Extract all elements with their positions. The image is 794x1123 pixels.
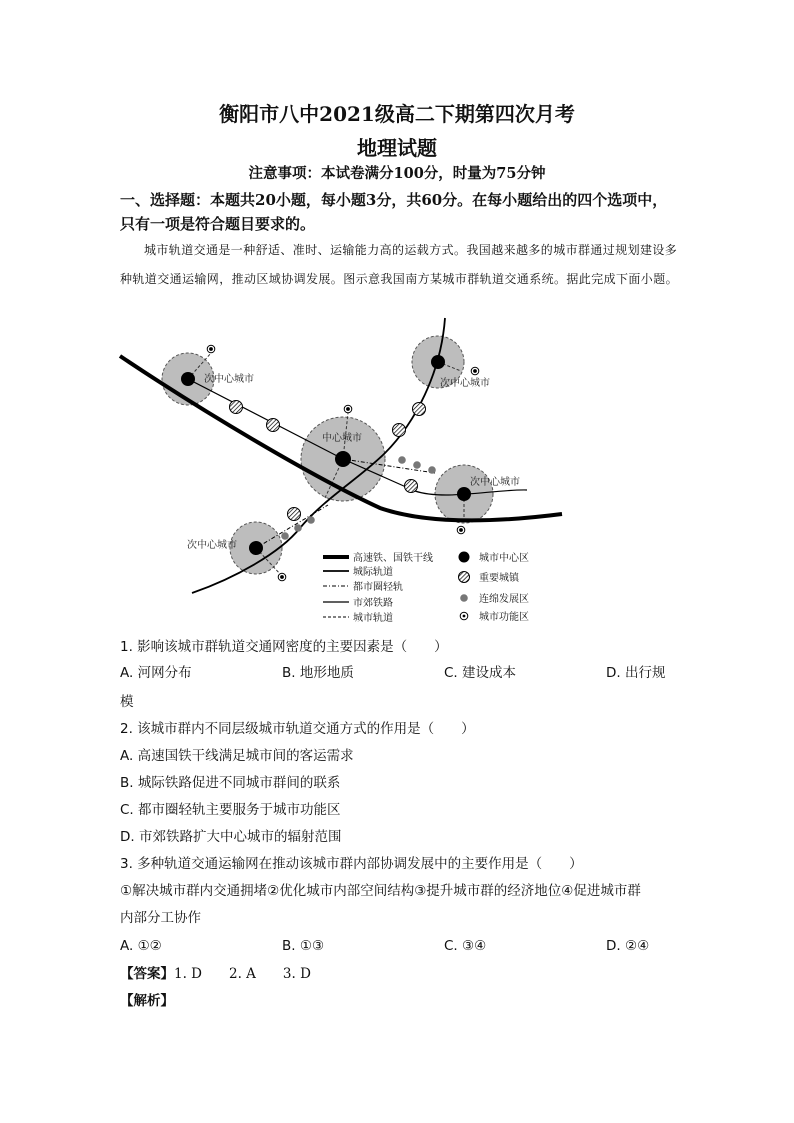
exam-title: 衡阳市八中2021级高二下期第四次月考 bbox=[219, 102, 575, 126]
city-areas bbox=[162, 336, 493, 574]
q1-option-a: A. 河网分布 bbox=[120, 665, 192, 681]
q1-option-b: B. 地形地质 bbox=[282, 665, 354, 681]
legend-suburban: 市郊铁路 bbox=[353, 598, 393, 609]
legend-high-speed: 高速铁、国铁干线 bbox=[353, 553, 433, 564]
legend-city-center: 城市中心区 bbox=[479, 553, 529, 564]
legend-light-rail: 都市圈轻轨 bbox=[353, 582, 403, 593]
question-2-stem: 2. 该城市群内不同层级城市轨道交通方式的作用是（ ） bbox=[120, 721, 475, 737]
exam-subtitle: 地理试题 bbox=[357, 136, 437, 160]
question-3-stem: 3. 多种轨道交通运输网在推动该城市群内部协调发展中的主要作用是（ ） bbox=[120, 856, 583, 872]
city-label-nw: 次中心城市 bbox=[204, 374, 254, 385]
intro-paragraph: 城市轨道交通是一种舒适、准时、运输能力高的运载方式。我国越来越多的城市群通过规划建设多种轨道交通运输网，推动区域协调发展。图示意我国南方某城市群轨道交通系统。据此完成下面小题。 bbox=[120, 243, 679, 286]
section-heading: 一、选择题：本题共20小题，每小题3分，共60分。在每小题给出的四个选项中，只有一项是符合题目要求的。 bbox=[120, 191, 668, 233]
map-legend bbox=[323, 551, 529, 623]
q1-option-d: D. 出行规 bbox=[606, 665, 666, 681]
city-label-e: 次中心城市 bbox=[470, 477, 520, 488]
q3-statements-line2: 内部分工协作 bbox=[120, 910, 201, 926]
answer-line bbox=[120, 964, 311, 984]
q2-option-b: B. 城际铁路促进不同城市群间的联系 bbox=[120, 775, 341, 791]
city-label-ne: 次中心城市 bbox=[440, 378, 490, 389]
legend-continuous-area: 连绵发展区 bbox=[479, 594, 529, 605]
legend-important-town: 重要城镇 bbox=[479, 573, 519, 584]
answer-text: 1. D 2. A 3. D bbox=[174, 966, 311, 982]
q3-option-b: B. ①③ bbox=[282, 938, 325, 954]
analysis-label: 【解析】 bbox=[120, 993, 174, 1009]
q3-statements-line1: ①解决城市群内交通拥堵②优化城市内部空间结构③提升城市群的经济地位④促进城市群 bbox=[120, 883, 641, 899]
legend-intercity: 城际轨道 bbox=[353, 567, 393, 578]
answer-label: 【答案】 bbox=[120, 966, 174, 982]
q1-option-d-wrap: 模 bbox=[120, 694, 134, 710]
exam-notice: 注意事项：本试卷满分100分，时量为75分钟 bbox=[248, 165, 546, 182]
legend-functional-area: 城市功能区 bbox=[479, 612, 529, 623]
rail-system-map bbox=[115, 313, 570, 623]
question-1-stem: 1. 影响该城市群轨道交通网密度的主要因素是（ ） bbox=[120, 639, 448, 655]
q2-option-d: D. 市郊铁路扩大中心城市的辐射范围 bbox=[120, 829, 342, 845]
q2-option-a: A. 高速国铁干线满足城市间的客运需求 bbox=[120, 748, 354, 764]
city-label-center: 中心城市 bbox=[322, 433, 362, 444]
legend-city-rail: 城市轨道 bbox=[353, 613, 393, 623]
question-3-options bbox=[120, 933, 680, 960]
q3-option-a: A. ①② bbox=[120, 938, 162, 954]
city-label-sw: 次中心城市 bbox=[187, 540, 237, 551]
question-1-options bbox=[120, 660, 680, 687]
q2-option-c: C. 都市圈轻轨主要服务于城市功能区 bbox=[120, 802, 341, 818]
q3-option-d: D. ②④ bbox=[606, 938, 650, 954]
q3-option-c: C. ③④ bbox=[444, 938, 487, 954]
q1-option-c: C. 建设成本 bbox=[444, 665, 517, 681]
